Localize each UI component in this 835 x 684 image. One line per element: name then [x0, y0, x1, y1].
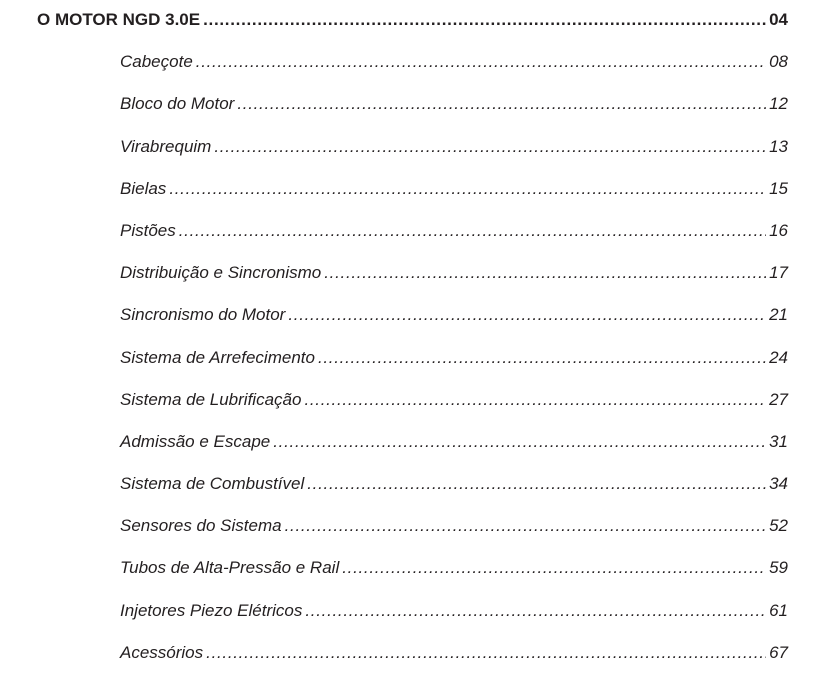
toc-entry-label: Sincronismo do Motor — [120, 305, 286, 325]
toc-entry-label: Virabrequim — [120, 136, 212, 156]
dot-leader — [237, 93, 766, 114]
dot-leader — [304, 389, 766, 410]
toc-entry-page-number: 27 — [769, 389, 788, 409]
toc-entry-page-number: 08 — [769, 52, 788, 72]
dot-leader — [288, 304, 766, 325]
toc-entry — [37, 642, 788, 684]
toc-entry-label: Cabeçote — [120, 52, 193, 72]
toc-entry-page-number: 24 — [769, 347, 788, 367]
dot-leader — [307, 473, 766, 494]
dot-leader — [324, 262, 766, 283]
dot-leader — [318, 347, 766, 368]
toc-entry — [37, 473, 788, 515]
toc-entry-label: Sensores do Sistema — [120, 516, 282, 536]
toc-entry-page-number: 59 — [769, 558, 788, 578]
toc-entry-label: Admissão e Escape — [120, 431, 271, 451]
toc-entry-page-number: 61 — [769, 600, 788, 620]
toc-entry-page-number: 34 — [769, 474, 788, 494]
toc-title-entry — [37, 9, 788, 51]
toc-entry-label: Sistema de Lubrificação — [120, 389, 302, 409]
toc-entry-page-number: 12 — [769, 94, 788, 114]
dot-leader — [203, 9, 766, 30]
toc-entry-page-number: 16 — [769, 220, 788, 240]
dot-leader — [273, 431, 766, 452]
toc-entry — [37, 347, 788, 389]
toc-title-label: O MOTOR NGD 3.0E — [37, 10, 201, 29]
dot-leader — [169, 178, 766, 199]
toc-entry — [37, 51, 788, 93]
toc-entry-page-number: 67 — [769, 642, 788, 662]
toc-entry — [37, 262, 788, 304]
dot-leader — [206, 642, 766, 663]
dot-leader — [285, 515, 766, 536]
toc-entry — [37, 93, 788, 135]
toc-entry — [37, 600, 788, 642]
toc-entry-label: Bielas — [120, 178, 167, 198]
toc-entry-label: Acessórios — [120, 642, 204, 662]
toc-list — [37, 51, 788, 684]
toc-entry — [37, 557, 788, 599]
toc-entry-page-number: 17 — [769, 263, 788, 283]
table-of-contents — [37, 9, 788, 684]
dot-leader — [214, 136, 766, 157]
dot-leader — [179, 220, 766, 241]
toc-entry-page-number: 13 — [769, 136, 788, 156]
toc-entry — [37, 220, 788, 262]
toc-entry-page-number: 52 — [769, 516, 788, 536]
toc-title-page-number: 04 — [769, 10, 788, 29]
dot-leader — [196, 51, 766, 72]
toc-entry — [37, 431, 788, 473]
toc-entry — [37, 178, 788, 220]
toc-entry — [37, 515, 788, 557]
toc-entry — [37, 136, 788, 178]
toc-entry-label: Distribuição e Sincronismo — [120, 263, 322, 283]
dot-leader — [342, 557, 766, 578]
dot-leader — [305, 600, 766, 621]
toc-entry-label: Bloco do Motor — [120, 94, 235, 114]
toc-entry-page-number: 15 — [769, 178, 788, 198]
toc-entry — [37, 389, 788, 431]
toc-entry-page-number: 21 — [769, 305, 788, 325]
toc-entry — [37, 304, 788, 346]
toc-entry-label: Injetores Piezo Elétricos — [120, 600, 303, 620]
toc-entry-label: Sistema de Combustível — [120, 474, 305, 494]
toc-entry-label: Pistões — [120, 220, 176, 240]
toc-entry-label: Tubos de Alta-Pressão e Rail — [120, 558, 340, 578]
toc-entry-page-number: 31 — [769, 431, 788, 451]
toc-entry-label: Sistema de Arrefecimento — [120, 347, 315, 367]
